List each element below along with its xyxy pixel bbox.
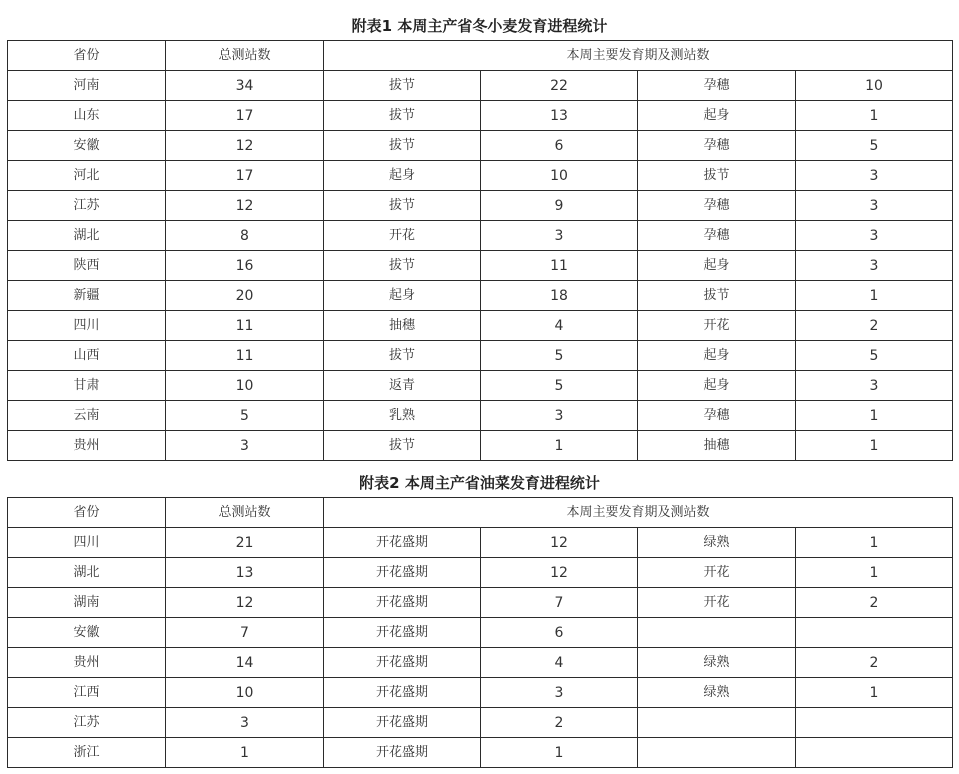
table-row [8,738,953,768]
total-stations-cell: 10 [166,371,324,401]
header-province: 省份 [8,498,166,528]
stage2-cell: 拔节 [638,161,796,191]
stage1-cell: 拔节 [324,101,481,131]
stage2-cell: 起身 [638,341,796,371]
table-row [8,618,953,648]
count1-cell: 1 [481,431,638,461]
province-cell: 安徽 [8,618,166,648]
total-stations-cell: 13 [166,558,324,588]
province-cell: 四川 [8,528,166,558]
stage1-cell: 乳熟 [324,401,481,431]
count2-cell: 2 [796,648,953,678]
stage2-cell: 孕穗 [638,131,796,161]
header-total-stations: 总测站数 [166,498,324,528]
count2-cell: 3 [796,251,953,281]
count1-cell: 9 [481,191,638,221]
stage2-cell: 起身 [638,101,796,131]
province-cell: 山西 [8,341,166,371]
province-cell: 山东 [8,101,166,131]
province-cell: 湖南 [8,588,166,618]
count2-cell [796,708,953,738]
stage2-cell: 开花 [638,558,796,588]
table-row [8,401,953,431]
province-cell: 四川 [8,311,166,341]
table-row [8,678,953,708]
count1-cell: 5 [481,341,638,371]
count1-cell: 12 [481,528,638,558]
total-stations-cell: 11 [166,311,324,341]
stage1-cell: 开花盛期 [324,528,481,558]
province-cell: 贵州 [8,648,166,678]
stage1-cell: 拔节 [324,251,481,281]
stage1-cell: 开花 [324,221,481,251]
count1-cell: 4 [481,311,638,341]
stage2-cell: 绿熟 [638,678,796,708]
count1-cell: 5 [481,371,638,401]
count2-cell: 1 [796,528,953,558]
count2-cell: 5 [796,341,953,371]
stage2-cell: 孕穗 [638,191,796,221]
total-stations-cell: 10 [166,678,324,708]
count1-cell: 13 [481,101,638,131]
wheat-development-table [7,40,953,461]
count2-cell: 1 [796,558,953,588]
count2-cell: 2 [796,588,953,618]
count1-cell: 6 [481,131,638,161]
stage1-cell: 拔节 [324,131,481,161]
total-stations-cell: 3 [166,431,324,461]
table-row [8,528,953,558]
count2-cell: 3 [796,191,953,221]
province-cell: 河北 [8,161,166,191]
table-row [8,341,953,371]
stage1-cell: 开花盛期 [324,558,481,588]
table-row [8,191,953,221]
count2-cell: 3 [796,371,953,401]
stage2-cell: 孕穗 [638,71,796,101]
province-cell: 江苏 [8,191,166,221]
stage2-cell: 绿熟 [638,528,796,558]
stage1-cell: 起身 [324,281,481,311]
stage1-cell: 开花盛期 [324,678,481,708]
table-row [8,648,953,678]
total-stations-cell: 12 [166,588,324,618]
count1-cell: 10 [481,161,638,191]
total-stations-cell: 8 [166,221,324,251]
table-row [8,131,953,161]
stage2-cell [638,618,796,648]
stage2-cell: 孕穗 [638,221,796,251]
province-cell: 河南 [8,71,166,101]
stage1-cell: 开花盛期 [324,618,481,648]
province-cell: 湖北 [8,558,166,588]
table-row [8,221,953,251]
count1-cell: 4 [481,648,638,678]
province-cell: 云南 [8,401,166,431]
total-stations-cell: 12 [166,191,324,221]
total-stations-cell: 12 [166,131,324,161]
total-stations-cell: 5 [166,401,324,431]
header-total-stations: 总测站数 [166,41,324,71]
stage2-cell: 绿熟 [638,648,796,678]
stage1-cell: 返青 [324,371,481,401]
count2-cell: 3 [796,221,953,251]
stage2-cell: 起身 [638,251,796,281]
stage1-cell: 开花盛期 [324,588,481,618]
total-stations-cell: 7 [166,618,324,648]
table-row [8,101,953,131]
count2-cell: 1 [796,281,953,311]
count1-cell: 18 [481,281,638,311]
total-stations-cell: 17 [166,161,324,191]
total-stations-cell: 1 [166,738,324,768]
rapeseed-development-table [7,497,953,768]
table-row [8,161,953,191]
stage2-cell: 孕穗 [638,401,796,431]
province-cell: 安徽 [8,131,166,161]
stage1-cell: 起身 [324,161,481,191]
table-row [8,588,953,618]
count1-cell: 3 [481,401,638,431]
table-header-row [8,498,953,528]
header-main-stages: 本周主要发育期及测站数 [324,41,953,71]
province-cell: 甘肃 [8,371,166,401]
stage1-cell: 抽穗 [324,311,481,341]
province-cell: 江苏 [8,708,166,738]
total-stations-cell: 14 [166,648,324,678]
count1-cell: 7 [481,588,638,618]
total-stations-cell: 11 [166,341,324,371]
count1-cell: 22 [481,71,638,101]
stage1-cell: 拔节 [324,191,481,221]
count2-cell: 5 [796,131,953,161]
count2-cell: 1 [796,101,953,131]
stage1-cell: 拔节 [324,341,481,371]
table1-title: 附表1 本周主产省冬小麦发育进程统计 [351,17,608,35]
count1-cell: 12 [481,558,638,588]
total-stations-cell: 17 [166,101,324,131]
count2-cell [796,618,953,648]
province-cell: 新疆 [8,281,166,311]
count2-cell: 1 [796,678,953,708]
count1-cell: 2 [481,708,638,738]
table-row [8,371,953,401]
total-stations-cell: 3 [166,708,324,738]
stage1-cell: 开花盛期 [324,708,481,738]
count2-cell: 10 [796,71,953,101]
table2-title: 附表2 本周主产省油菜发育进程统计 [359,474,600,492]
count1-cell: 1 [481,738,638,768]
province-cell: 浙江 [8,738,166,768]
table-row [8,71,953,101]
total-stations-cell: 34 [166,71,324,101]
count1-cell: 6 [481,618,638,648]
table-row [8,311,953,341]
stage1-cell: 拔节 [324,431,481,461]
total-stations-cell: 16 [166,251,324,281]
province-cell: 贵州 [8,431,166,461]
stage2-cell: 起身 [638,371,796,401]
stage1-cell: 开花盛期 [324,738,481,768]
province-cell: 陕西 [8,251,166,281]
total-stations-cell: 20 [166,281,324,311]
table-row [8,708,953,738]
table-row [8,431,953,461]
province-cell: 湖北 [8,221,166,251]
stage2-cell: 开花 [638,588,796,618]
count2-cell: 3 [796,161,953,191]
count1-cell: 3 [481,678,638,708]
stage1-cell: 开花盛期 [324,648,481,678]
table-header-row [8,41,953,71]
stage2-cell: 抽穗 [638,431,796,461]
stage1-cell: 拔节 [324,71,481,101]
table-row [8,558,953,588]
table-row [8,281,953,311]
count2-cell: 2 [796,311,953,341]
stage2-cell [638,708,796,738]
count1-cell: 11 [481,251,638,281]
count2-cell: 1 [796,431,953,461]
count1-cell: 3 [481,221,638,251]
count2-cell: 1 [796,401,953,431]
stage2-cell [638,738,796,768]
stage2-cell: 拔节 [638,281,796,311]
stage2-cell: 开花 [638,311,796,341]
header-main-stages: 本周主要发育期及测站数 [324,498,953,528]
header-province: 省份 [8,41,166,71]
province-cell: 江西 [8,678,166,708]
total-stations-cell: 21 [166,528,324,558]
table-row [8,251,953,281]
count2-cell [796,738,953,768]
